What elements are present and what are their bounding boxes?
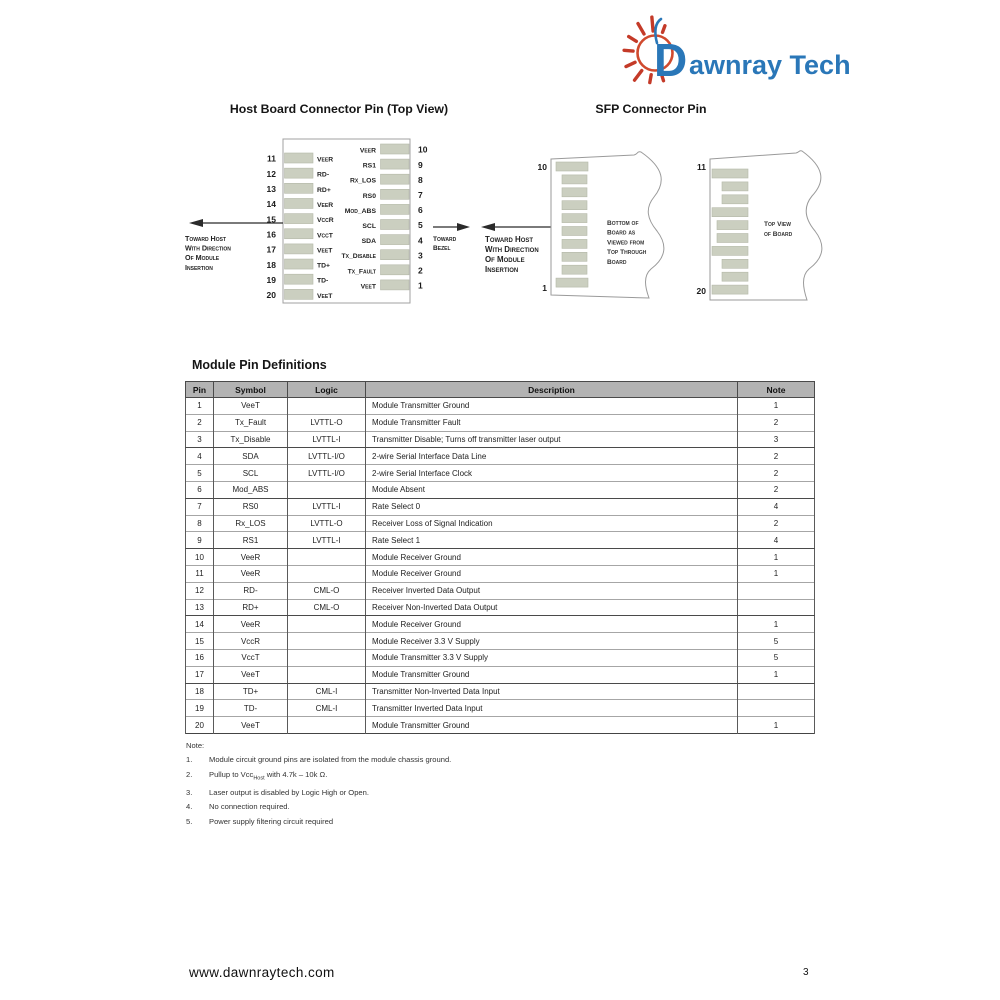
table-cell: 2 [186,414,214,431]
pin-label: SDA [361,238,376,246]
connector-pad [285,153,314,163]
table-cell: 12 [186,582,214,599]
sfp-bottom-top-pin: 10 [537,162,547,172]
pin-label: RD+ [317,186,331,194]
note-item [186,800,451,814]
connector-pad [381,220,410,230]
note-number: 2. [186,769,193,779]
connector-pad [712,169,748,178]
note-text: Power supply filtering circuit required [209,816,334,826]
pin-number: 19 [266,274,276,285]
table-cell: 15 [186,633,214,650]
pin-number: 14 [266,199,276,210]
sfp-bottom-caption: Bottom of Board as Viewed from Top Through Board [607,220,647,266]
table-cell: 1 [738,549,815,566]
connector-pad [722,195,748,204]
note-item [186,753,451,767]
table-cell: Receiver Non-Inverted Data Output [366,599,738,616]
connector-diagrams [0,0,1000,330]
table-cell: Module Receiver Ground [366,549,738,566]
pin-number: 16 [266,229,276,240]
table-header-row [186,382,815,398]
note-item [186,768,451,786]
table-cell: VeeR [214,565,288,582]
table-cell: 2 [738,465,815,482]
table-cell: CML-I [288,700,366,717]
table-row [186,616,815,633]
table-cell: 10 [186,549,214,566]
table-cell: 1 [738,717,815,734]
connector-pad [381,159,410,169]
connector-pad [285,198,314,208]
column-header: Note [738,382,815,398]
connector-pad [562,227,587,236]
pin-number: 7 [418,190,423,200]
table-cell [288,565,366,582]
connector-pad [381,204,410,214]
toward-host2-caption: Toward Host With Direction Of Module Insertion [485,235,539,274]
table-cell [288,481,366,498]
notes-label: Note: [186,741,205,750]
table-row [186,431,815,448]
column-header: Symbol [214,382,288,398]
connector-pad [381,144,410,154]
pin-number: 18 [266,259,276,270]
connector-pad [562,214,587,223]
table-cell: CML-O [288,599,366,616]
table-row [186,498,815,515]
pin-definitions-table [185,381,815,734]
pin-label: TD- [317,277,329,285]
table-title: Module Pin Definitions [192,358,327,372]
table-row [186,666,815,683]
pin-label: RD- [317,171,330,179]
sfp-top-bottom-pin: 20 [696,286,706,296]
pin-number: 20 [266,290,276,301]
connector-pad [285,183,314,193]
table-cell: 7 [186,498,214,515]
table-cell: VccT [214,649,288,666]
table-row [186,582,815,599]
connector-pad [285,168,314,178]
note-text: Laser output is disabled by Logic High or Open. [209,787,369,797]
table-cell: 9 [186,532,214,549]
table-row [186,549,815,566]
connector-pad [381,265,410,275]
connector-pad [285,244,314,254]
pin-number: 8 [418,174,423,185]
connector-pad [562,239,587,248]
connector-pad [381,235,410,245]
table-cell: VccR [214,633,288,650]
table-cell [738,700,815,717]
table-cell: VeeR [214,616,288,633]
table-cell: RS0 [214,498,288,515]
connector-pad [712,285,748,294]
left-arrowhead-icon [189,219,203,227]
table-cell: 5 [738,633,815,650]
connector-pad [381,174,410,184]
table-row [186,565,815,582]
table-cell: 2 [738,481,815,498]
connector-pad [722,259,748,268]
table-cell: LVTTL-I [288,498,366,515]
toward-host-caption: Toward Host With Direction Of Module Insertion [185,234,231,272]
notes-section [186,739,451,829]
page-number: 3 [803,967,809,978]
pin-label: VeeR [359,147,376,155]
table-cell [288,666,366,683]
table-cell: Module Transmitter Ground [366,717,738,734]
table-row [186,649,815,666]
table-cell: 2-wire Serial Interface Data Line [366,448,738,465]
host-connector-title: Host Board Connector Pin (Top View) [229,102,449,116]
connector-pad [712,208,748,217]
table-cell: 2-wire Serial Interface Clock [366,465,738,482]
table-row [186,532,815,549]
column-header: Description [366,382,738,398]
table-cell: 1 [738,398,815,415]
table-cell: Module Receiver 3.3 V Supply [366,633,738,650]
pin-label: VeeT [360,283,376,291]
table-cell: VeeT [214,398,288,415]
connector-pad [717,234,748,243]
table-cell: 19 [186,700,214,717]
pin-label: VeeR [317,156,334,164]
table-cell: Tx_Disable [214,431,288,448]
table-cell [738,582,815,599]
connector-pad [381,280,410,290]
pin-label: SCL [362,223,376,230]
table-cell: 20 [186,717,214,734]
table-row [186,414,815,431]
pin-number: 5 [418,220,423,231]
table-cell: Module Transmitter Ground [366,666,738,683]
note-item [186,786,451,800]
pin-number: 11 [267,153,276,164]
table-cell: Rate Select 1 [366,532,738,549]
connector-pad [562,201,587,210]
note-number: 1. [186,755,193,765]
connector-pad [285,214,314,224]
toward-bezel-caption: Toward Bezel [433,236,457,252]
pin-label: Tx_Disable [341,253,376,261]
table-row [186,398,815,415]
table-cell: VeeT [214,717,288,734]
note-text: Module circuit ground pins are isolated from the module chassis ground. [209,755,452,765]
table-cell: Transmitter Disable; Turns off transmitter laser output [366,431,738,448]
table-cell: Transmitter Non-Inverted Data Input [366,683,738,700]
pin-number: 15 [266,214,276,225]
note-number: 4. [186,802,193,812]
sfp-top-caption: Top View of Board [764,221,793,238]
pin-number: 1 [418,280,423,291]
table-row [186,599,815,616]
logo-wordmark: awnray Tech [689,50,851,80]
connector-pad [285,274,314,284]
table-cell [738,683,815,700]
right-arrowhead-icon [457,223,470,231]
table-cell: 8 [186,515,214,532]
table-row [186,515,815,532]
note-text: Pullup to Vcc$_{Host}$ with 4.7k – 10k Ω. [209,769,328,782]
note-item [186,815,451,829]
table-cell: Module Receiver Ground [366,565,738,582]
pin-number: 9 [418,159,423,170]
pin-label: VccR [317,217,334,225]
table-cell: TD+ [214,683,288,700]
table-cell: Receiver Loss of Signal Indication [366,515,738,532]
table-cell: LVTTL-I [288,431,366,448]
table-cell: 1 [738,565,815,582]
table-cell: 4 [738,532,815,549]
table-cell: LVTTL-I/O [288,448,366,465]
table-cell [288,549,366,566]
pin-label: VeeT [317,247,333,255]
table-cell: LVTTL-O [288,414,366,431]
table-cell: 13 [186,599,214,616]
table-cell: RS1 [214,532,288,549]
table-row [186,717,815,734]
column-header: Logic [288,382,366,398]
table-cell: CML-O [288,582,366,599]
sfp-connector-title: SFP Connector Pin [595,102,707,116]
table-cell: 1 [186,398,214,415]
table-cell: Module Receiver Ground [366,616,738,633]
table-cell: SCL [214,465,288,482]
table-cell [738,599,815,616]
pin-number: 2 [418,265,423,276]
table-cell: VeeR [214,549,288,566]
table-cell: Rate Select 0 [366,498,738,515]
table-cell: 2 [738,515,815,532]
table-cell: LVTTL-O [288,515,366,532]
pin-number: 4 [418,235,423,246]
table-cell: LVTTL-I/O [288,465,366,482]
note-number: 3. [186,787,193,797]
table-row [186,465,815,482]
note-text: No connection required. [209,802,290,812]
table-cell: 1 [738,666,815,683]
table-cell: Rx_LOS [214,515,288,532]
connector-pad [562,175,587,184]
logo-initial: D [654,34,688,86]
connector-pad [381,250,410,260]
pin-label: Tx_Fault [347,268,376,276]
table-cell [288,717,366,734]
table-cell: Receiver Inverted Data Output [366,582,738,599]
table-cell [288,616,366,633]
vcc-subscript: Host [253,775,265,782]
pin-label: RS0 [362,192,376,200]
table-cell: 2 [738,414,815,431]
footer-url: www.dawnraytech.com [189,965,335,980]
connector-pad [722,272,748,281]
table-cell: 4 [186,448,214,465]
pin-number: 6 [418,205,423,216]
table-cell: RD- [214,582,288,599]
connector-pad [562,188,587,197]
table-cell: 1 [738,616,815,633]
pin-label: Mod_ABS [344,207,376,215]
pin-number: 17 [266,244,276,255]
table-cell: 3 [738,431,815,448]
connector-pad [285,259,314,269]
pin-number: 10 [418,144,428,155]
table-cell: 11 [186,565,214,582]
table-row [186,633,815,650]
connector-pad [562,265,587,274]
table-cell [288,633,366,650]
table-cell: VeeT [214,666,288,683]
table-row [186,700,815,717]
connector-pad [285,229,314,239]
table-row [186,481,815,498]
pin-label: Rx_LOS [350,177,376,185]
pin-number: 12 [266,168,276,179]
pin-label: RS1 [362,162,376,170]
pin-label: VccT [317,232,333,240]
table-row [186,448,815,465]
table-cell: Module Absent [366,481,738,498]
sfp-bottom-bottom-pin: 1 [542,283,547,293]
table-cell: 2 [738,448,815,465]
table-cell [288,398,366,415]
pin-label: VeeR [317,201,334,209]
connector-pad [712,246,748,255]
table-cell: 3 [186,431,214,448]
pin-number: 13 [266,184,276,194]
connector-pad [717,221,748,230]
table-cell: Tx_Fault [214,414,288,431]
table-cell: 18 [186,683,214,700]
table-cell: Transmitter Inverted Data Input [366,700,738,717]
table-cell: 17 [186,666,214,683]
table-cell: SDA [214,448,288,465]
note-number: 5. [186,816,193,826]
table-cell: TD- [214,700,288,717]
pin-label: TD+ [317,262,331,270]
table-cell: Module Transmitter Fault [366,414,738,431]
table-cell: 5 [186,465,214,482]
sfp-top-top-pin: 11 [697,162,706,172]
connector-pad [722,182,748,191]
table-cell: CML-I [288,683,366,700]
left-arrowhead2-icon [481,223,495,231]
pin-label: VeeT [317,292,333,300]
table-cell: RD+ [214,599,288,616]
table-cell: Mod_ABS [214,481,288,498]
table-cell: 5 [738,649,815,666]
connector-pad [562,252,587,261]
connector-pad [556,278,588,287]
table-cell: Module Transmitter Ground [366,398,738,415]
connector-pad [556,162,588,171]
table-cell: 6 [186,481,214,498]
table-cell: Module Transmitter 3.3 V Supply [366,649,738,666]
table-cell: 4 [738,498,815,515]
table-cell: 14 [186,616,214,633]
connector-pad [381,189,410,199]
connector-pad [285,289,314,299]
table-cell: LVTTL-I [288,532,366,549]
table-cell: 16 [186,649,214,666]
column-header: Pin [186,382,214,398]
table-cell [288,649,366,666]
pin-number: 3 [418,250,423,261]
table-row [186,683,815,700]
